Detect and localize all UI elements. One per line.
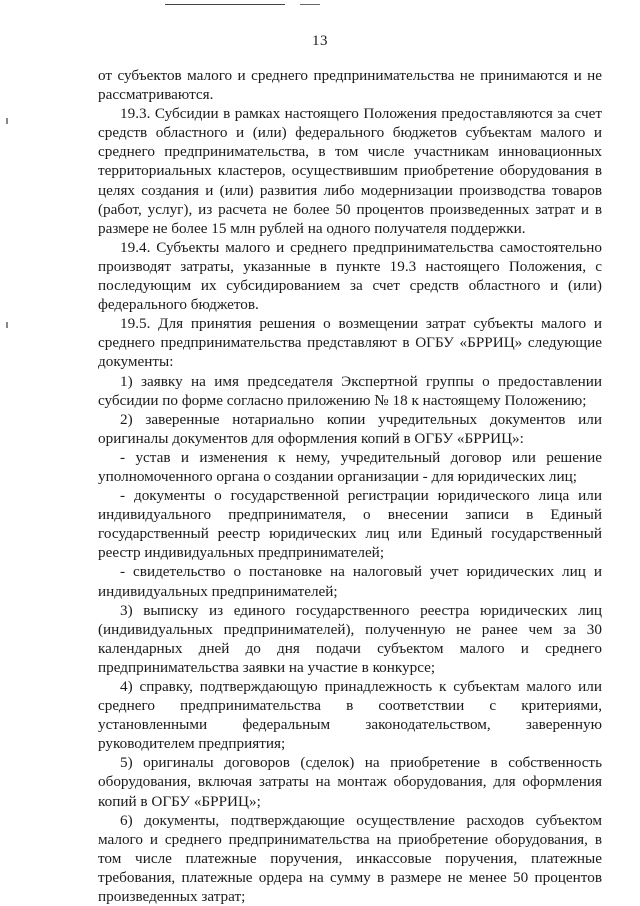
scan-top-rule-fragment xyxy=(300,4,320,5)
document-body xyxy=(98,66,602,906)
paragraph-19-5: 19.5. Для принятия решения о возмещении затрат субъекты малого и среднего предпринимательства представляют в ОГБУ «БРРИЦ» следующие документы: xyxy=(98,315,602,371)
list-item-6: 6) документы, подтверждающие осуществление расходов субъектом малого и среднего предпринимательства на приобретение оборудования, в том числе платежные поручения, инкассовые поручения, платежные требования, платежные ордера на сумму в размере не менее 50 процентов произведенных затрат; xyxy=(98,811,602,906)
list-item-1: 1) заявку на имя председателя Экспертной группы о предоставлении субсидии по форме согласно приложению № 18 к настоящему Положению; xyxy=(98,372,602,409)
paragraph-19-3: 19.3. Субсидии в рамках настоящего Положения предоставляются за счет средств областного и (или) федерального бюджетов субъектам малого и среднего предпринимательства, в том числе участникам инновационных территориальных кластеров, осуществившим приобретение оборудования в целях создания и (или) развития либо модернизации производства товаров (работ, услуг), из расчета не более 50 процентов произведенных затрат и в размере не более 15 млн рублей на одного получателя поддержки. xyxy=(98,105,602,237)
list-item-2: 2) заверенные нотариально копии учредительных документов или оригиналы документов для оформления копий в ОГБУ «БРРИЦ»: xyxy=(98,410,602,447)
sub-item-tax-certificate: - свидетельство о постановке на налоговый учет юридических лиц и индивидуальных предпринимателей; xyxy=(98,563,602,600)
sub-item-registration: - документы о государственной регистрации юридического лица или индивидуального предпринимателя, о внесении записи в Единый государственный реестр юридических лиц или Единый государственный реестр индивидуальных предпринимателей; xyxy=(98,487,602,562)
page-number: 13 xyxy=(312,33,328,49)
paragraph-continuation: от субъектов малого и среднего предпринимательства не принимаются и не рассматриваются. xyxy=(98,67,602,104)
paragraph-19-4: 19.4. Субъекты малого и среднего предпринимательства самостоятельно производят затраты, указанные в пункте 19.3 настоящего Положения, с последующим их субсидированием за счет средств областного и (или) федерального бюджетов. xyxy=(98,238,602,314)
scan-margin-mark xyxy=(6,118,8,124)
list-item-3: 3) выписку из единого государственного реестра юридических лиц (индивидуальных предпринимателей), полученную не ранее чем за 30 календарных дней до дня подачи субъектом малого и среднего предпринимательства заявки на участие в конкурсе; xyxy=(98,601,602,676)
sub-item-charter: - устав и изменения к нему, учредительный договор или решение уполномоченного органа о создании организации - для юридических лиц; xyxy=(98,448,602,485)
list-item-4: 4) справку, подтверждающую принадлежность к субъектам малого или среднего предпринимательства в соответствии с критериями, установленными федеральным законодательством, заверенную руководителем предприятия; xyxy=(98,678,602,753)
list-item-5: 5) оригиналы договоров (сделок) на приобретение в собственность оборудования, включая затраты на монтаж оборудования, для оформления копий в ОГБУ «БРРИЦ»; xyxy=(98,754,602,810)
scan-top-rule xyxy=(165,4,285,5)
scan-margin-mark xyxy=(6,322,8,328)
